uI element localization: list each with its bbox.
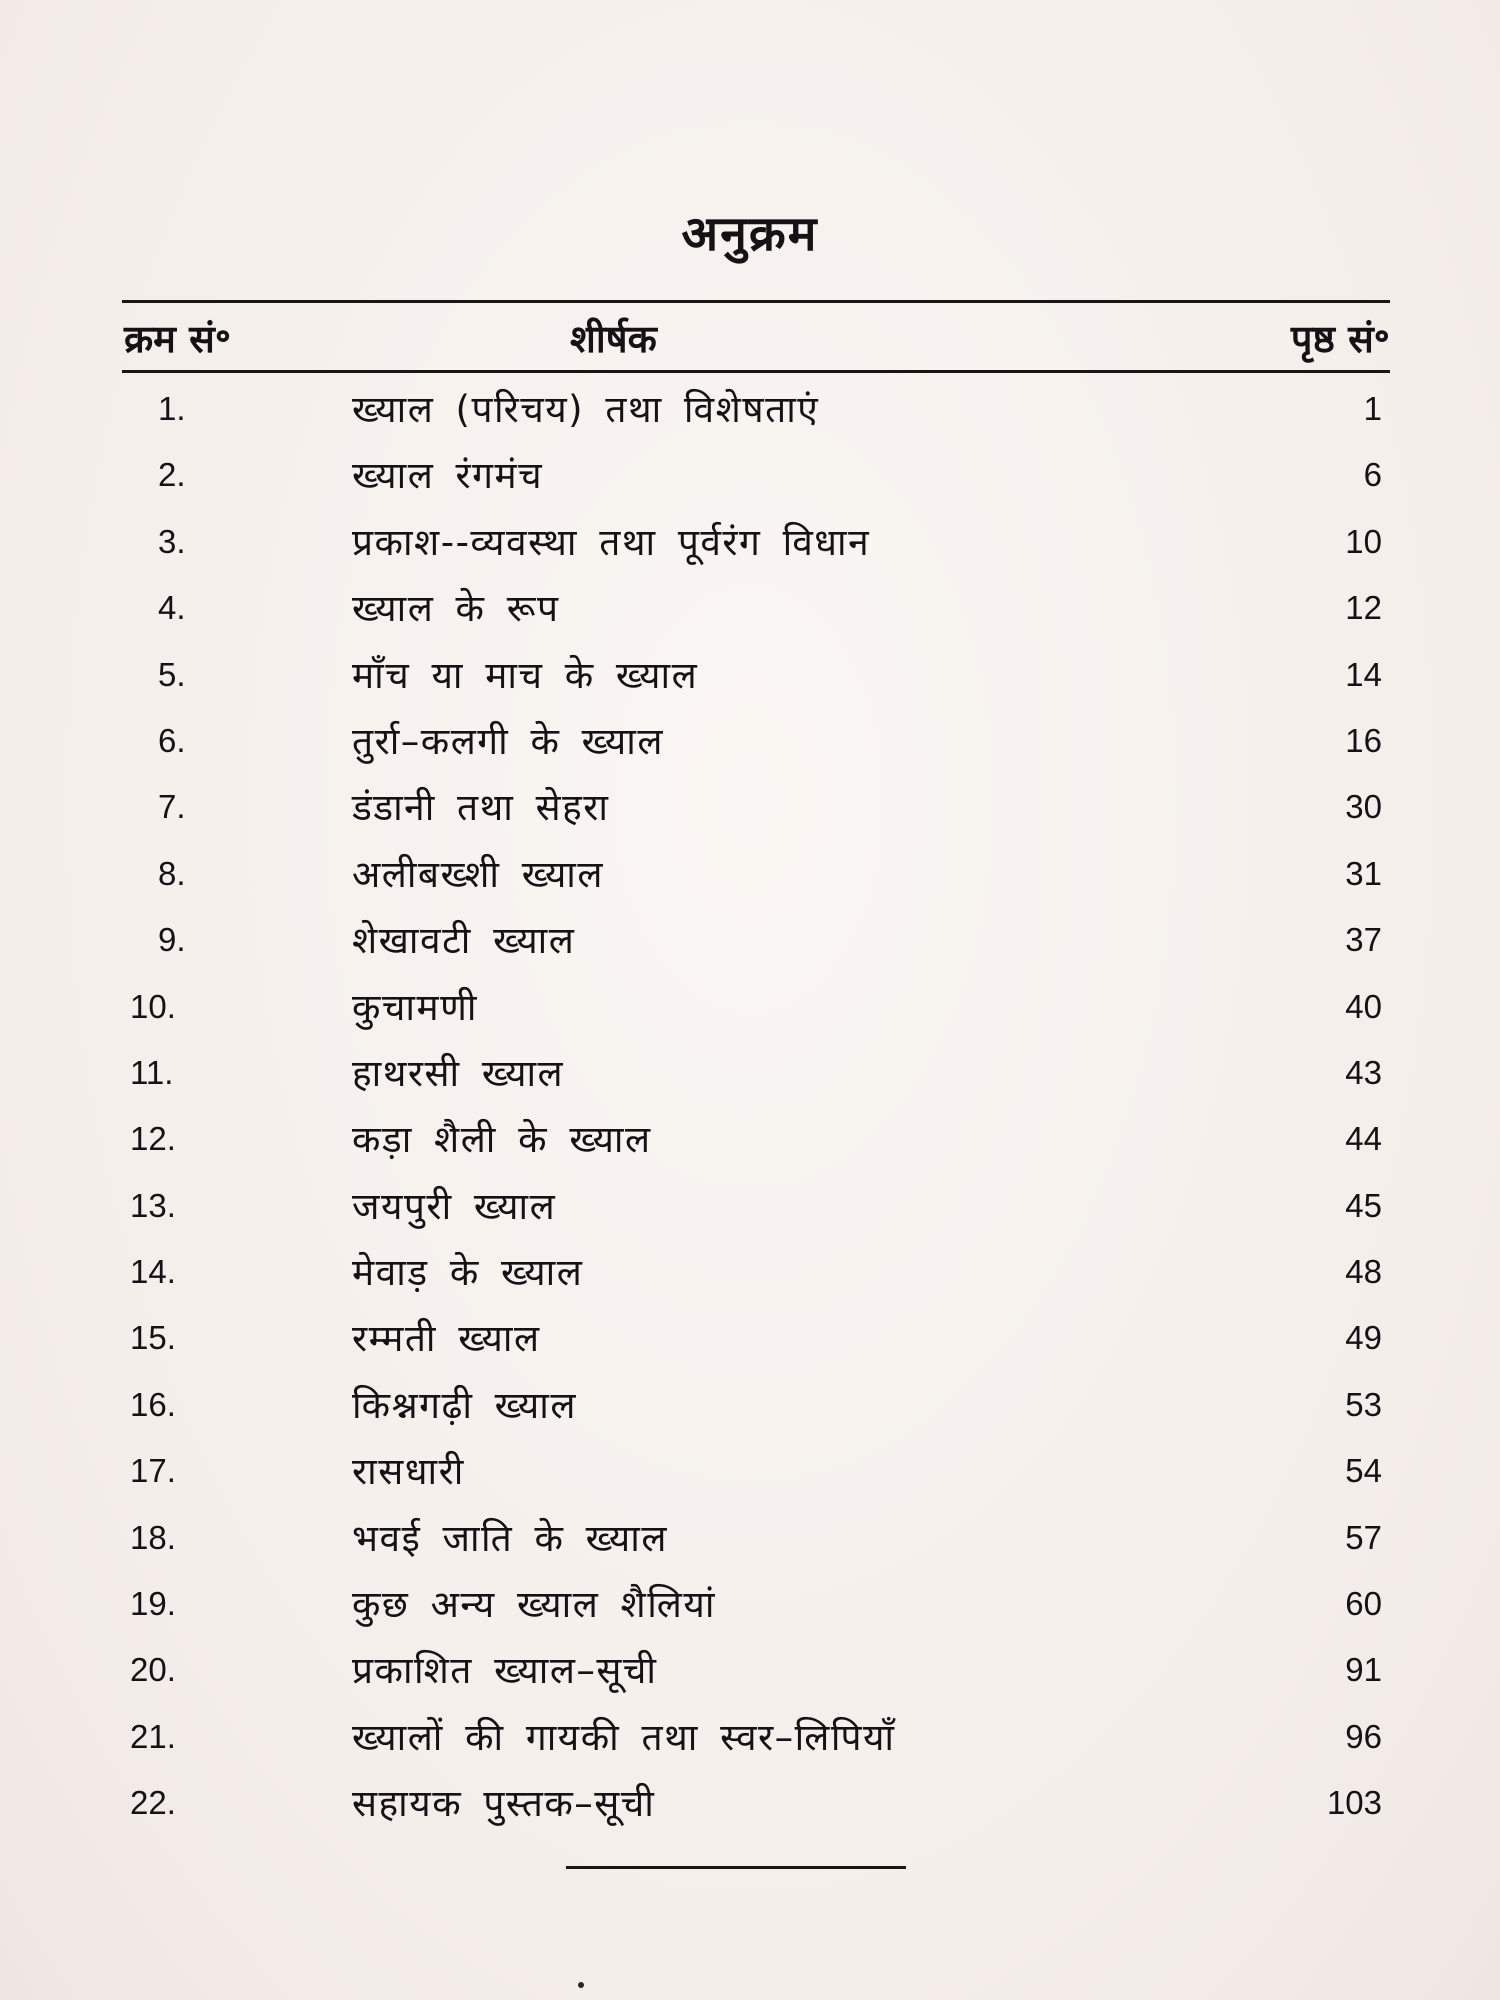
entry-title: डंडानी तथा सेहरा	[352, 786, 610, 830]
entry-title: ख्याल (परिचय) तथा विशेषताएं	[352, 388, 820, 431]
entry-page: 45	[1345, 1186, 1382, 1224]
entry-page: 31	[1345, 854, 1382, 892]
entry-serial: 7.	[158, 788, 186, 826]
entry-serial: 14.	[130, 1253, 176, 1291]
toc-entry	[122, 577, 1390, 643]
entry-page: 103	[1326, 1784, 1382, 1822]
toc-entry	[122, 1639, 1390, 1705]
entry-title: हाथरसी ख्याल	[352, 1051, 565, 1095]
entry-page: 96	[1345, 1717, 1382, 1755]
entry-title: अलीबख्शी ख्याल	[352, 852, 604, 896]
entry-serial: 21.	[130, 1717, 176, 1755]
entry-serial: 10.	[130, 987, 176, 1025]
entry-page: 12	[1345, 589, 1382, 627]
entry-title: कुछ अन्य ख्याल शैलियां	[352, 1583, 716, 1627]
entry-title: भवई जाति के ख्याल	[352, 1516, 668, 1560]
entry-title: शेखावटी ख्याल	[352, 919, 576, 963]
entry-page: 91	[1345, 1651, 1382, 1689]
entry-title: प्रकाश--व्यवस्था तथा पूर्वरंग विधान	[352, 520, 871, 564]
toc-entry	[122, 1507, 1390, 1573]
entry-title: ख्यालों की गायकी तथा स्वर–लिपियाँ	[352, 1715, 896, 1759]
toc-entry	[122, 776, 1390, 842]
entry-page: 57	[1345, 1518, 1382, 1556]
header-heading: शीर्षक	[570, 317, 657, 361]
entry-title: सहायक पुस्तक–सूची	[352, 1782, 656, 1826]
entry-serial: 1.	[158, 390, 186, 427]
entry-serial: 2.	[158, 456, 186, 494]
entry-page: 1	[1363, 390, 1382, 427]
toc-entry	[122, 644, 1390, 710]
entry-serial: 13.	[130, 1186, 176, 1224]
entry-title: जयपुरी ख्याल	[352, 1184, 557, 1228]
entry-title: रम्मती ख्याल	[352, 1317, 541, 1361]
header-page: पृष्ठ सं॰	[1290, 317, 1390, 361]
entry-serial: 3.	[158, 522, 186, 560]
entry-page: 43	[1345, 1053, 1382, 1091]
entry-title: ख्याल रंगमंच	[352, 454, 544, 498]
header-top-rule	[122, 300, 1390, 303]
entry-serial: 19.	[130, 1585, 176, 1623]
entry-page: 44	[1345, 1120, 1382, 1158]
entry-serial: 12.	[130, 1120, 176, 1158]
toc-entry	[122, 1374, 1390, 1440]
toc-entry	[122, 710, 1390, 776]
entry-title: माँच या माच के ख्याल	[352, 653, 699, 697]
toc-entry	[122, 1241, 1390, 1307]
entry-serial: 5.	[158, 655, 186, 693]
toc-entry	[122, 511, 1390, 577]
toc-entry	[122, 976, 1390, 1042]
entry-page: 40	[1345, 987, 1382, 1025]
entry-title: रासधारी	[352, 1450, 465, 1494]
entry-page: 48	[1345, 1253, 1382, 1291]
toc-entry	[122, 378, 1390, 444]
page-title: अनुक्रम	[681, 206, 819, 262]
entry-serial: 18.	[130, 1518, 176, 1556]
entry-title: किश्नगढ़ी ख्याल	[352, 1383, 577, 1427]
entry-serial: 16.	[130, 1385, 176, 1423]
toc-entry	[122, 1573, 1390, 1639]
toc-entry	[122, 1772, 1390, 1838]
entry-serial: 4.	[158, 589, 186, 627]
toc-entry	[122, 444, 1390, 510]
entry-title: ख्याल के रूप	[352, 587, 560, 631]
toc-entry	[122, 843, 1390, 909]
toc-entry	[122, 1440, 1390, 1506]
entry-page: 37	[1345, 921, 1382, 959]
entry-serial: 17.	[130, 1452, 176, 1490]
entry-page: 30	[1345, 788, 1382, 826]
entry-page: 53	[1345, 1385, 1382, 1423]
entry-title: प्रकाशित ख्याल–सूची	[352, 1649, 658, 1693]
toc-entry	[122, 1042, 1390, 1108]
toc-entry	[122, 1307, 1390, 1373]
entry-page: 60	[1345, 1585, 1382, 1623]
entry-page: 10	[1345, 522, 1382, 560]
entry-title: तुर्रा–कलगी के ख्याल	[352, 719, 664, 763]
entry-page: 49	[1345, 1319, 1382, 1357]
entry-serial: 8.	[158, 854, 186, 892]
bottom-dot	[578, 1982, 584, 1988]
entry-title: कड़ा शैली के ख्याल	[352, 1118, 652, 1162]
entry-page: 6	[1363, 456, 1382, 494]
entry-serial: 9.	[158, 921, 186, 959]
entry-serial: 22.	[130, 1784, 176, 1822]
entry-title: कुचामणी	[352, 985, 478, 1029]
toc-header-row	[122, 308, 1390, 368]
toc-entry	[122, 1108, 1390, 1174]
entry-serial: 15.	[130, 1319, 176, 1357]
header-serial: क्रम सं॰	[124, 317, 232, 361]
header-bottom-rule	[122, 370, 1390, 373]
end-divider	[566, 1866, 906, 1869]
toc-entry	[122, 1175, 1390, 1241]
table-of-contents	[122, 378, 1390, 1839]
entry-serial: 20.	[130, 1651, 176, 1689]
toc-entry	[122, 1706, 1390, 1772]
entry-page: 14	[1345, 655, 1382, 693]
entry-serial: 11.	[130, 1053, 174, 1091]
entry-page: 54	[1345, 1452, 1382, 1490]
entry-title: मेवाड़ के ख्याल	[352, 1251, 584, 1295]
entry-page: 16	[1345, 721, 1382, 759]
entry-serial: 6.	[158, 721, 186, 759]
toc-entry	[122, 909, 1390, 975]
